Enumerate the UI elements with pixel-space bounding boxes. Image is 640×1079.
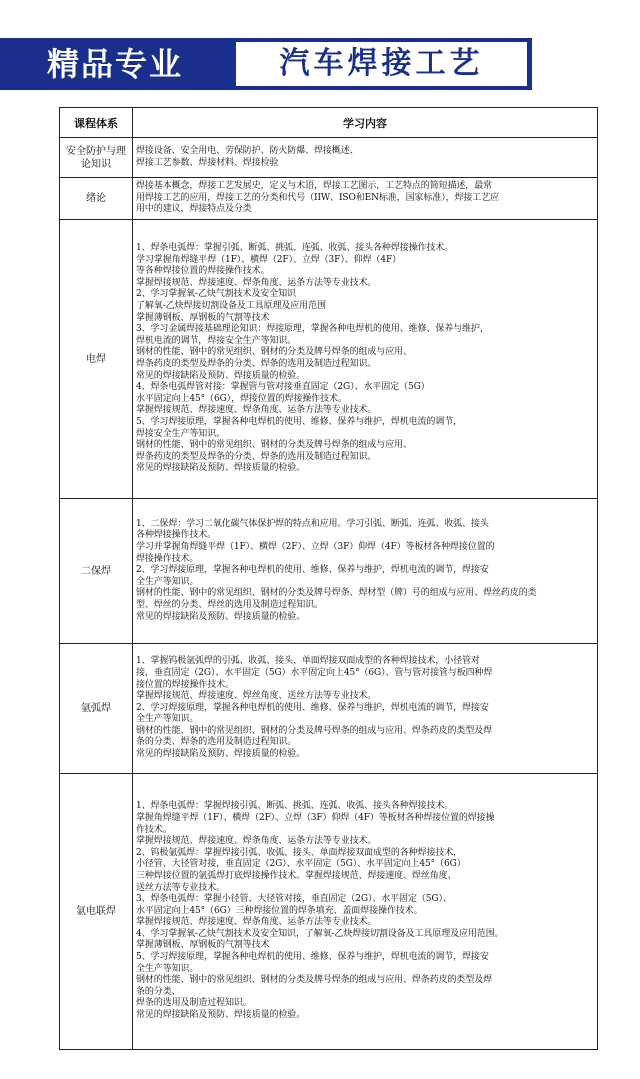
row-category: 氩电联焊 xyxy=(60,774,133,1050)
header-content: 学习内容 xyxy=(133,108,598,138)
banner-right-title: 汽车焊接工艺 xyxy=(236,42,527,86)
row-category: 绪论 xyxy=(60,178,133,220)
table-row xyxy=(60,644,598,774)
header-category: 课程体系 xyxy=(60,108,133,138)
row-category: 氩弧焊 xyxy=(60,644,133,774)
row-category: 安全防护与理 论知识 xyxy=(60,138,133,178)
row-content: 焊接基本概念，焊接工艺发展史，定义与术语，焊接工艺图示，工艺特点的简短描述，最常 用焊接工艺的应用，焊接工艺的分类和代号（IIW、ISO和EN标准，国家标准），焊接工艺应 用中的建议，焊接特点及分类 xyxy=(133,178,598,220)
banner-left-title: 精品专业 xyxy=(46,45,183,83)
row-content: 1、焊条电弧焊：掌握引弧、断弧、挑弧、连弧、收弧、接头各种焊接操作技术。 学习掌握角焊缝平焊（1F）、横焊（2F）、立焊（3F）、仰焊（4F） 等各种焊接位置的焊接操作技术。 掌握焊接规范、焊接速度、焊条角度、运条方法等专业技术。 2、学习掌握氧-乙炔气割技术及安全知识 了解氧-乙炔焊接切割设备及工具原理及应用范围 掌握薄钢板、厚钢板的气割等技术 3、学习金属焊接基础理论知识：焊接原理，掌握各种电焊机的使用、维修、保养与维护， 焊机电流的调节，焊接安全生产等知识。 钢材的性能、钢中的常见组织、钢材的分类及牌号焊条的组成与应用、 焊条药皮的类型及焊条的分类、焊条的选用及制造过程知识。 常见的焊接缺陷及预防、焊接质量的检验。 4、焊条电弧焊管对接：掌握管与管对接垂直固定（2G）、水平固定（5G） 水平固定向上45°（6G），焊接位置的焊接操作技术。 掌握焊接规范、焊接速度、焊条角度、运条方法等专业技术。 5、学习焊接原理，掌握各种电焊机的使用、维修、保养与维护，焊机电流的调节， 焊接安全生产等知识。 钢材的性能、钢中的常见组织、钢材的分类及牌号焊条的组成与应用、 焊条药皮的类型及焊条的分类、焊条的选用及制造过程知识。 常见的焊接缺陷及预防、焊接质量的检验。 xyxy=(133,220,598,499)
table-row xyxy=(60,499,598,644)
table-row xyxy=(60,774,598,1050)
row-category: 电焊 xyxy=(60,220,133,499)
table-header-row xyxy=(60,108,598,138)
row-content: 焊接设备、安全用电、劳保防护、防火防爆、焊接概述、 焊接工艺参数、焊接材料、焊接检验 xyxy=(133,138,598,178)
course-table xyxy=(59,107,598,1050)
table-row xyxy=(60,220,598,499)
row-content: 1、焊条电弧焊：掌握焊接引弧、断弧、挑弧、连弧、收弧、接头各种焊接技术。 掌握角焊缝平焊（1F）、横焊（2F）、立焊（3F）仰焊（4F）等板材各种焊接位置的焊接操 作技术。 掌握焊接规范、焊接速度、焊条角度、运条方法等专业技术。 2、钨极氩弧焊：掌握焊接引弧、收弧、接头、单面焊接双面成型的各种焊接技术， 小径管、大径管对接，垂直固定（2G）、水平固定（5G）、水平固定向上45°（6G） 三种焊接位置的氩弧焊打底焊接操作技术。掌握焊接规范、焊接速度、焊丝角度、 送丝方法等专业技术。 3、焊条电弧焊：掌握小径管、大径管对接，垂直固定（2G）、水平固定（5G）、 水平固定向上45°（6G）三种焊接位置的焊条填充、盖面焊接操作技术。 掌握焊接规范、焊接速度、焊条角度、运条方法等专业技术。 4、学习掌握氧-乙炔气割技术及安全知识，了解氧-乙炔焊接切割设备及工具原理及应用范围。 掌握薄钢板、厚钢板的气割等技术 5、学习焊接原理，掌握各种电焊机的使用、维修、保养与维护，焊机电流的调节，焊接安 全生产等知识。 钢材的性能、钢中的常见组织、钢材的分类及牌号焊条的组成与应用、焊条药皮的类型及焊 条的分类、 焊条的选用及制造过程知识。 常见的焊接缺陷及预防、焊接质量的检验。 xyxy=(133,774,598,1050)
row-content: 1、二保焊：学习二氧化碳气体保护焊的特点和应用。学习引弧、断弧、连弧、收弧、接头 各种焊接操作技术。 学习并掌握角焊缝平焊（1F）、横焊（2F）、立焊（3F）仰焊（4F）等板材各种焊接位置的 焊接操作技术。 2、学习焊接原理，掌握各种电焊机的使用、维修、保养与维护，焊机电流的调节，焊接安 全生产等知识。 钢材的性能、钢中的常见组织、钢材的分类及牌号焊条、焊材型（牌）号的组成与应用、焊丝药皮的类 型、焊丝的分类、焊丝的选用及制造过程知识。 常见的焊接缺陷及预防、焊接质量的检验。 xyxy=(133,499,598,644)
table-row xyxy=(60,138,598,178)
row-content: 1、掌握钨极氩弧焊的引弧、收弧、接头、单面焊接双面成型的各种焊接技术，小径管对 接，垂直固定（2G）、水平固定（5G）水平固定向上45°（6G）、管与管对接管与板四种焊 接位置的焊接操作技术。 掌握焊接规范、焊接速度、焊丝角度、送丝方法等专业技术。 2、学习焊接原理，掌握各种电焊机的使用、维修、保养与维护，焊机电流的调节，焊接安 全生产等知识。 钢材的性能、钢中的常见组织、钢材的分类及牌号焊条的组成与应用、焊条药皮的类型及焊 条的分类、焊条的选用及制造过程知识。 常见的焊接缺陷及预防、焊接质量的检验。 xyxy=(133,644,598,774)
row-category: 二保焊 xyxy=(60,499,133,644)
table-row xyxy=(60,178,598,220)
header-banner xyxy=(0,38,532,90)
